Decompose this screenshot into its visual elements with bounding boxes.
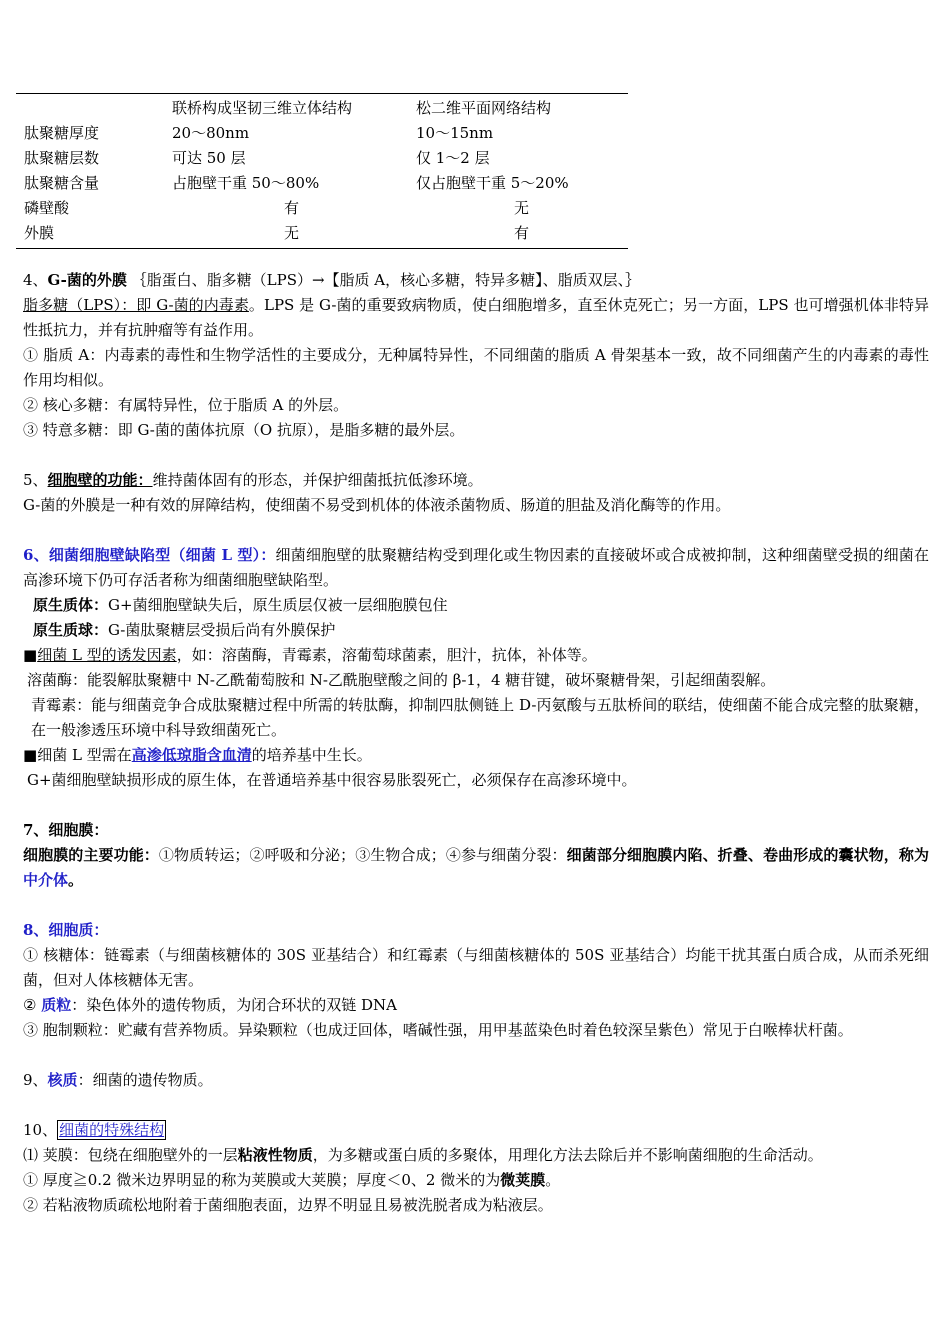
inducing-factors-term: 细菌 L 型的诱发因素 (37, 646, 177, 664)
lps-paragraph (23, 293, 929, 343)
section-7-heading: 7、细胞膜： (23, 821, 109, 839)
spheroplast-label: 原生质球： (33, 621, 109, 639)
section-number: 5、 (23, 471, 48, 489)
lps-text: 。LPS 是 G-菌的重要致病物质，使白细胞增多，直至休克死亡；另一方面，LPS 也可增强机体非特异性抵抗力，并有抗肿瘤等有益作用。 (23, 296, 929, 339)
table-cell: 磷壁酸 (24, 199, 70, 217)
table-cell: 肽聚糖层数 (24, 149, 100, 167)
table-cell: 无 (284, 224, 300, 242)
section-number: 4、 (23, 271, 48, 289)
culture-text: 细菌 L 型需在 (37, 746, 132, 764)
section-heading-text: 细菌细胞壁的肽聚糖结构受到理化或生物因素的直接破坏或合成被抑制，这种细菌壁受损的细菌在高渗环境下仍可存活者称为细菌细胞壁缺陷型。 (23, 546, 929, 589)
table-cell: 占胞壁干重 50～80% (172, 174, 320, 192)
special-structures-link[interactable]: 细菌的特殊结构 (59, 1121, 165, 1139)
table-row (16, 196, 628, 221)
nucleoid-text: ：细菌的遗传物质。 (77, 1071, 213, 1089)
square-bullet-icon: ■ (23, 746, 38, 764)
culture-requirement-item (23, 743, 929, 768)
section-title: G-菌的外膜 (47, 271, 127, 289)
penicillin-item: 青霉素：能与细菌竞争合成肽聚糖过程中所需的转肽酶，抑制四肽侧链上 D-丙氨酸与五肽桥间的联结，使细菌不能合成完整的肽聚糖，在一般渗透压环境中科导致细菌死亡。 (31, 696, 929, 739)
table-row (16, 171, 628, 196)
section-6-heading (23, 543, 929, 593)
table-header-row (16, 96, 628, 121)
table-cell: 可达 50 层 (172, 149, 246, 167)
table-cell: 外膜 (24, 224, 55, 242)
table-row (16, 146, 628, 171)
core-polysaccharide-item: ② 核心多糖：有属特异性，位于脂质 A 的外层。 (23, 396, 349, 414)
lps-term: 脂多糖（LPS）：即 G-菌的内毒素 (23, 296, 249, 314)
plasmid-item (23, 993, 929, 1018)
table-header-cell: 松二维平面网络结构 (416, 99, 552, 117)
section-heading-text: 维持菌体固有的形态，并保护细菌抵抗低渗环境。 (152, 471, 483, 489)
mesosome-end: 。 (68, 871, 84, 889)
capsule-bold: 粘液性物质 (237, 1146, 313, 1164)
inducing-factors-item (23, 643, 929, 668)
microcapsule-term: 微荚膜 (500, 1171, 546, 1189)
capsule-thickness-item (23, 1168, 929, 1193)
table-cell: 仅 1～2 层 (416, 149, 490, 167)
table-cell: 肽聚糖厚度 (24, 124, 100, 142)
section-title: 细胞壁的功能： (47, 471, 153, 489)
cell-membrane-functions (23, 843, 929, 893)
item-number: ② (23, 996, 42, 1014)
thickness-end: 。 (545, 1171, 561, 1189)
section-heading-text: ｛脂蛋白、脂多糖（LPS）→【脂质 A，核心多糖，特异多糖】、脂质双层、｝ (126, 271, 641, 289)
section-8-heading: 8、细胞质： (23, 921, 109, 939)
spheroplast-item (23, 618, 929, 643)
culture-medium-link[interactable]: 高渗低琼脂含血清 (131, 746, 252, 764)
lysozyme-item: 溶菌酶：能裂解肽聚糖中 N-乙酰葡萄胺和 N-乙酰胞壁酸之间的 β-1，4 糖苷键，破坏聚糖骨架，引起细菌裂解。 (27, 671, 776, 689)
section-5-heading (23, 468, 929, 493)
table-cell: 仅占胞壁干重 5～20% (416, 174, 569, 192)
nucleoid-term: 核质 (47, 1071, 78, 1089)
ribosome-item: ① 核糖体：链霉素（与细菌核糖体的 30S 亚基结合）和红霉素（与细菌核糖体的 50S 亚基结合）均能干扰其蛋白质合成，从而杀死细菌，但对人体核糖体无害。 (23, 946, 929, 989)
table-cell: 10～15nm (416, 124, 494, 142)
spheroplast-text: G-菌肽聚糖层受损后尚有外膜保护 (108, 621, 336, 639)
inducing-factors-text: ，如：溶菌酶，青霉素，溶葡萄球菌素，胆汁，抗体，补体等。 (176, 646, 597, 664)
capsule-text: ⑴ 荚膜：包绕在细胞壁外的一层 (23, 1146, 238, 1164)
section-4-heading (23, 268, 929, 293)
capsule-item (23, 1143, 929, 1168)
square-bullet-icon: ■ (23, 646, 38, 664)
protoplast-item (23, 593, 929, 618)
table-row (16, 221, 628, 246)
section-number: 10、 (23, 1121, 58, 1139)
culture-text: 的培养基中生长。 (251, 746, 372, 764)
slime-layer-item: ② 若粘液物质疏松地附着于菌细胞表面，边界不明显且易被洗脱者成为粘液层。 (23, 1196, 553, 1214)
protoplast-label: 原生质体： (33, 596, 109, 614)
functions-text: ①物质转运；②呼吸和分泌；③生物合成；④参与细菌分裂： (158, 846, 567, 864)
granule-item: ③ 胞制颗粒：贮藏有营养物质。异染颗粒（也成迂回体，嗜碱性强，用甲基蓝染色时着色较深呈紫色）常见于白喉棒状杆菌。 (23, 1021, 853, 1039)
document-body (23, 268, 929, 1218)
plasmid-term: 质粒 (41, 996, 72, 1014)
protoplast-text: G+菌细胞壁缺失后，原生质层仅被一层细胞膜包住 (108, 596, 448, 614)
section-title: 6、细菌细胞壁缺陷型（细菌 L 型）： (23, 546, 276, 564)
outer-membrane-paragraph: G-菌的外膜是一种有效的屏障结构，使细菌不易受到机体的体液杀菌物质、肠道的胆盐及消化酶等的作用。 (23, 496, 731, 514)
section-9-heading (23, 1068, 929, 1093)
gplus-protoplast-item: G+菌细胞壁缺损形成的原生体，在普通培养基中很容易胀裂死亡，必须保存在高渗环境中。 (27, 771, 637, 789)
table-cell: 肽聚糖含量 (24, 174, 100, 192)
table-cell: 20～80nm (172, 124, 250, 142)
thickness-text: ① 厚度≧0.2 微米边界明显的称为荚膜或大荚膜；厚度＜0、2 微米的为 (23, 1171, 501, 1189)
lipid-a-item: ① 脂质 A：内毒素的毒性和生物学活性的主要成分，无种属特异性，不同细菌的脂质 A 骨架基本一致，故不同细菌产生的内毒素的毒性作用均相似。 (23, 346, 929, 389)
mesosome-term: 中介体 (23, 871, 69, 889)
section-number: 9、 (23, 1071, 48, 1089)
table-cell: 有 (284, 199, 300, 217)
plasmid-text: ：染色体外的遗传物质，为闭合环状的双链 DNA (71, 996, 397, 1014)
table-row (16, 121, 628, 146)
section-10-heading (23, 1118, 929, 1143)
functions-label: 细胞膜的主要功能： (23, 846, 159, 864)
mesosome-definition: 细菌部分细胞膜内陷、折叠、卷曲形成的囊状物，称为 (566, 846, 929, 864)
capsule-text: ，为多糖或蛋白质的多聚体，用理化方法去除后并不影响菌细胞的生命活动。 (312, 1146, 823, 1164)
table-cell: 无 (514, 199, 530, 217)
specific-polysaccharide-item: ③ 特意多糖：即 G-菌的菌体抗原（O 抗原），是脂多糖的最外层。 (23, 421, 465, 439)
comparison-table (16, 93, 628, 249)
table-header-cell: 联桥构成坚韧三维立体结构 (172, 99, 353, 117)
table-cell: 有 (514, 224, 530, 242)
